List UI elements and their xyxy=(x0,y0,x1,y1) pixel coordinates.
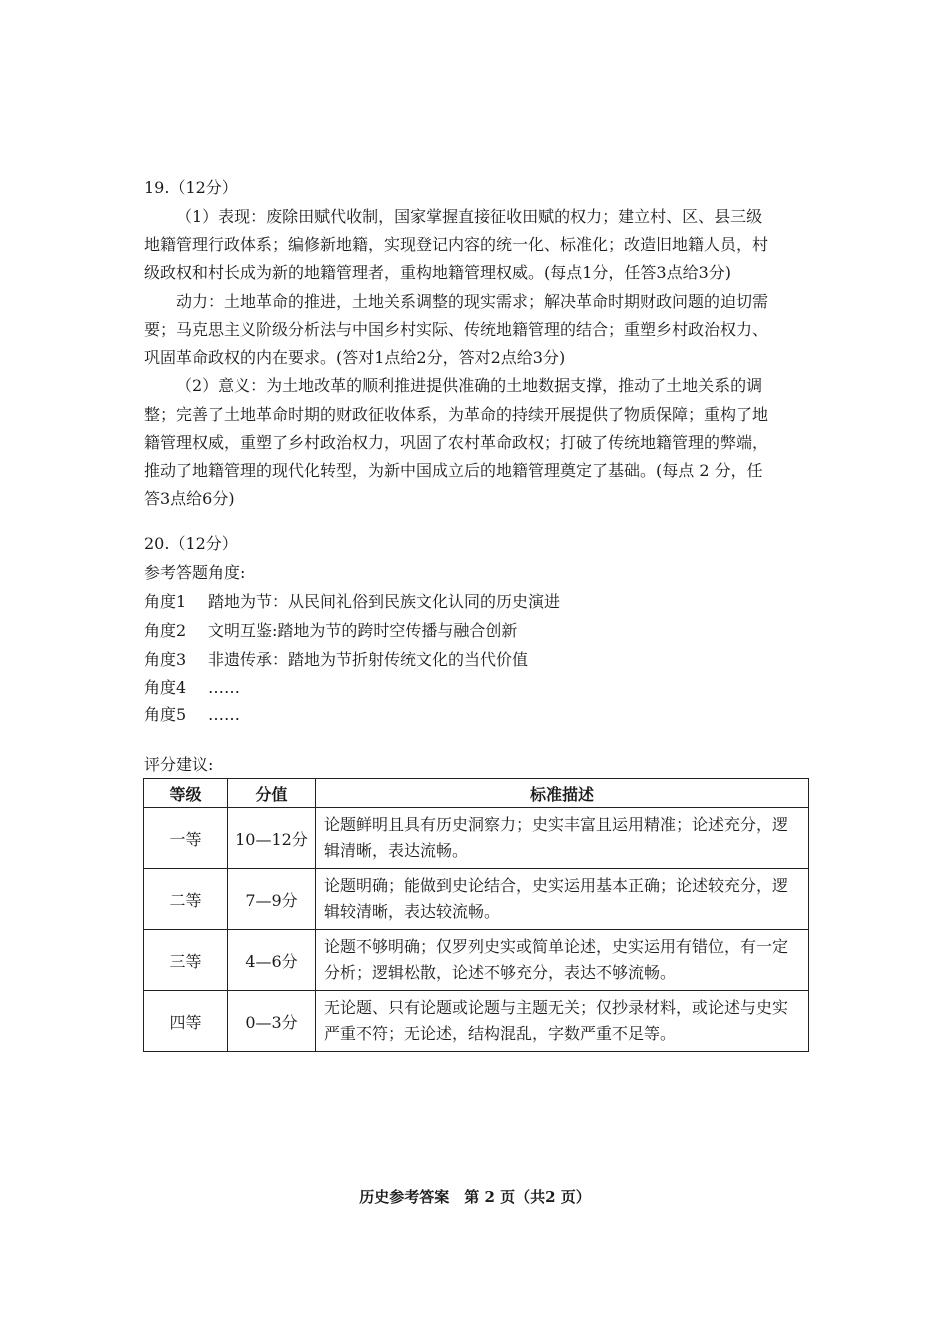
angle-key: 角度1 xyxy=(144,592,187,611)
grade-cell: 三等 xyxy=(144,930,228,991)
angle-key: 角度2 xyxy=(144,621,187,640)
q19-line: 巩固革命政权的内在要求。(答对1点给2分，答对2点给3分) xyxy=(144,348,566,367)
q19-line: 动力：土地革命的推进，土地关系调整的现实需求；解决革命时期财政问题的迫切需 xyxy=(176,292,769,311)
angle-key: 角度5 xyxy=(144,705,187,724)
q19-line: 级政权和村长成为新的地籍管理者，重构地籍管理权威。(每点1分，任答3点给3分) xyxy=(144,263,732,282)
angle-key: 角度4 xyxy=(144,678,187,697)
q19-line: 推动了地籍管理的现代化转型，为新中国成立后的地籍管理奠定了基础。(每点 2 分，任 xyxy=(144,461,763,480)
angle-item xyxy=(144,588,560,616)
scoring-label: 评分建议: xyxy=(144,755,214,774)
angle-text: 文明互鉴:踏地为节的跨时空传播与融合创新 xyxy=(208,621,518,640)
header-grade: 等级 xyxy=(144,779,228,808)
table-row xyxy=(144,930,809,991)
table-header-row xyxy=(144,779,809,808)
header-score: 分值 xyxy=(228,779,316,808)
q19-line: 地籍管理行政体系；编修新地籍，实现登记内容的统一化、标准化；改造旧地籍人员，村 xyxy=(144,235,769,254)
desc-cell: 无论题、只有论题或论题与主题无关；仅抄录材料，或论述与史实严重不符；无论述，结构混乱，字数严重不足等。 xyxy=(316,991,809,1052)
desc-cell: 论题不够明确；仅罗列史实或简单论述，史实运用有错位，有一定分析；逻辑松散，论述不够充分，表达不够流畅。 xyxy=(316,930,809,991)
q19-line: （1）表现：废除田赋代收制，国家掌握直接征收田赋的权力；建立村、区、县三级 xyxy=(176,207,763,226)
q20-intro: 参考答题角度: xyxy=(144,563,246,582)
header-desc: 标准描述 xyxy=(316,779,809,808)
score-cell: 4—6分 xyxy=(228,930,316,991)
grade-cell: 四等 xyxy=(144,991,228,1052)
desc-cell: 论题明确；能做到史论结合，史实运用基本正确；论述较充分，逻辑较清晰，表达较流畅。 xyxy=(316,869,809,930)
score-cell: 10—12分 xyxy=(228,808,316,869)
scoring-table xyxy=(143,778,809,1052)
table-row xyxy=(144,991,809,1052)
q19-line: 籍管理权威，重塑了乡村政治权力，巩固了农村革命政权；打破了传统地籍管理的弊端， xyxy=(144,433,769,452)
table-row xyxy=(144,869,809,930)
score-cell: 7—9分 xyxy=(228,869,316,930)
q19-line: 要；马克思主义阶级分析法与中国乡村实际、传统地籍管理的结合；重塑乡村政治权力、 xyxy=(144,320,769,339)
q20-title: 20.（12分） xyxy=(144,534,238,553)
angle-text: …… xyxy=(208,678,240,697)
angle-text: 非遗传承：踏地为节折射传统文化的当代价值 xyxy=(208,650,529,669)
angle-text: 踏地为节：从民间礼俗到民族文化认同的历史演进 xyxy=(208,592,561,611)
q19-line: 答3点给6分) xyxy=(144,489,235,508)
table-row xyxy=(144,808,809,869)
q19-title: 19.（12分） xyxy=(144,178,238,197)
score-cell: 0—3分 xyxy=(228,991,316,1052)
page-footer: 历史参考答案 第 2 页（共2 页） xyxy=(359,1188,591,1206)
angle-text: …… xyxy=(208,705,240,724)
q19-line: 整；完善了土地革命时期的财政征收体系，为革命的持续开展提供了物质保障；重构了地 xyxy=(144,405,769,424)
desc-cell: 论题鲜明且具有历史洞察力；史实丰富且运用精准；论述充分，逻辑清晰，表达流畅。 xyxy=(316,808,809,869)
q19-line: （2）意义：为土地改革的顺利推进提供准确的土地数据支撑，推动了土地关系的调 xyxy=(176,376,763,395)
angle-item xyxy=(144,674,240,702)
angle-item xyxy=(144,646,528,674)
angle-key: 角度3 xyxy=(144,650,187,669)
angle-item xyxy=(144,617,517,645)
grade-cell: 二等 xyxy=(144,869,228,930)
grade-cell: 一等 xyxy=(144,808,228,869)
angle-item xyxy=(144,701,240,729)
